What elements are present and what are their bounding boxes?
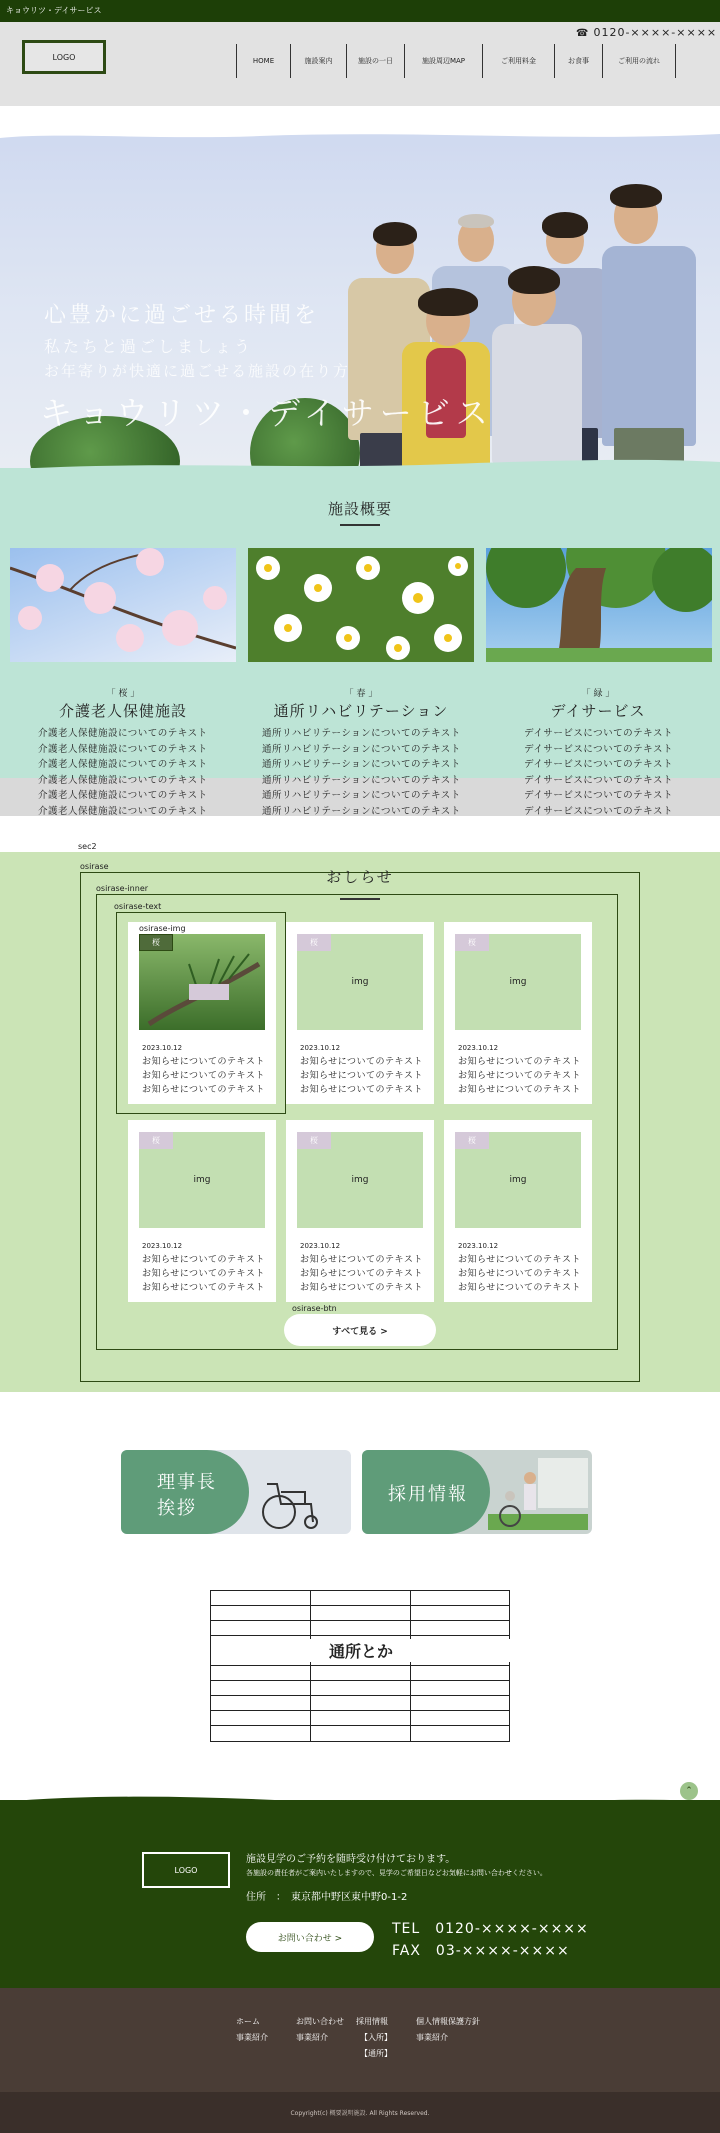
nav-price[interactable]: ご利用料金 <box>482 44 554 78</box>
nav-facility-day[interactable]: 施設の一日 <box>346 44 404 78</box>
hero-image <box>0 128 720 468</box>
hero-top-wave <box>0 128 720 142</box>
phone-icon: ☎ <box>576 28 590 39</box>
osirase-inner-label: osirase-inner <box>96 884 149 893</box>
table-label: 通所とか <box>211 1639 511 1662</box>
facility-top-wave <box>0 456 720 472</box>
news-card-3[interactable] <box>444 922 592 1104</box>
news-card-5[interactable] <box>286 1120 434 1302</box>
news-card-1[interactable] <box>128 922 276 1104</box>
facility-desc-1: 介護老人保健施設についてのテキスト 介護老人保健施設についてのテキスト 介護老人保健施設についてのテキスト 介護老人保健施設についてのテキスト 介護老人保健施設についてのテキスト 介護老人保健施設についてのテキスト <box>38 728 208 817</box>
facility-desc-2: 通所リハビリテーションについてのテキスト 通所リハビリテーションについてのテキスト 通所リハビリテーションについてのテキスト 通所リハビリテーションについてのテキスト 通所リハビリテーションについてのテキスト 通所リハビリテーションについてのテキスト <box>262 728 461 817</box>
news-card-tag: 桜 <box>455 1132 489 1149</box>
news-card-date: 2023.10.12 <box>142 1242 183 1250</box>
news-card-image: img <box>455 934 581 1030</box>
news-card-tag: 桜 <box>139 1132 173 1149</box>
footer-link-business-2[interactable]: 事業紹介 <box>296 2033 328 2042</box>
footer-address: 住所 ： 東京都中野区東中野0-1-2 <box>246 1892 408 1903</box>
wheelchair-icon <box>257 1474 327 1530</box>
news-card-date: 2023.10.12 <box>300 1242 341 1250</box>
facility-section <box>0 468 720 816</box>
osirase-text-label: osirase-text <box>114 902 162 911</box>
contact-button[interactable]: お問い合わせ > <box>246 1922 374 1952</box>
schedule-table <box>210 1590 510 1742</box>
footer-copyright-bar <box>0 2092 720 2133</box>
sakura-branch <box>10 548 236 662</box>
footer-link-recruit[interactable]: 採用情報 <box>356 2017 388 2026</box>
footer-link-recruit-day[interactable]: 【通所】 <box>360 2049 392 2058</box>
facility-name-3: デイサービス <box>550 702 646 720</box>
facility-title: 施設概要 <box>327 500 392 518</box>
facility-image-daisy <box>248 548 474 662</box>
footer-contact <box>0 1800 720 1988</box>
hero-catch-1: 心豊かに過ごせる時間を <box>44 303 320 328</box>
site-title: キョウリツ・デイサービス <box>6 6 102 15</box>
footer-tel[interactable]: TEL 0120-××××-×××× <box>392 1921 589 1937</box>
greeting-banner-line2: 挨拶 <box>157 1498 197 1519</box>
facility-title-underline <box>340 524 380 526</box>
news-card-4[interactable] <box>128 1120 276 1302</box>
greeting-banner[interactable] <box>121 1450 351 1534</box>
news-card-date: 2023.10.12 <box>300 1044 341 1052</box>
footer-fax: FAX 03-××××-×××× <box>392 1943 570 1959</box>
header-tel[interactable] <box>576 26 717 39</box>
facility-name-2: 通所リハビリテーション <box>273 702 449 720</box>
header-logo[interactable]: LOGO <box>22 40 106 74</box>
facility-sub-2: 「 春 」 <box>344 689 378 699</box>
news-card-image: img <box>455 1132 581 1228</box>
news-card-text: お知らせについてのテキスト お知らせについてのテキスト お知らせについてのテキスト <box>300 1057 423 1095</box>
news-card-text: お知らせについてのテキスト お知らせについてのテキスト お知らせについてのテキスト <box>142 1057 265 1095</box>
news-section <box>0 852 720 1392</box>
nav-flow[interactable]: ご利用の流れ <box>602 44 676 78</box>
view-all-news-button[interactable]: すべて見る > <box>284 1314 436 1346</box>
facility-sub-1: 「 桜 」 <box>106 689 140 699</box>
recruit-banner[interactable] <box>362 1450 592 1534</box>
footer-info-heading: 施設見学のご予約を随時受け付けております。 <box>246 1854 456 1865</box>
footer-link-privacy[interactable]: 個人情報保護方針 <box>416 2017 480 2026</box>
footer-logo[interactable]: LOGO <box>142 1852 230 1888</box>
footer-link-recruit-resident[interactable]: 【入所】 <box>360 2033 392 2042</box>
back-to-top-icon[interactable]: ⌃ <box>680 1782 698 1800</box>
nav-map[interactable]: 施設周辺MAP <box>404 44 482 78</box>
nav-home[interactable]: HOME <box>236 44 290 78</box>
facility-image-sakura <box>10 548 236 662</box>
news-card-image: img <box>297 1132 423 1228</box>
caregiver-photo <box>488 1458 588 1530</box>
facility-name-1: 介護老人保健施設 <box>58 702 187 720</box>
footer-info-text: 各施設の責任者がご案内いたしますので、見学のご希望日などお気軽にお問い合わせください。 <box>246 1869 547 1877</box>
news-card-tag: 桜 <box>297 934 331 951</box>
osirase-label: osirase <box>80 862 109 871</box>
header <box>0 22 720 106</box>
nav-facility-guide[interactable]: 施設案内 <box>290 44 346 78</box>
facility-sub-3: 「 緑 」 <box>581 689 615 699</box>
header-tel-number: 0120-××××-×××× <box>593 26 718 39</box>
copyright: Copyright(c) 概要説明施設. All Rights Reserved. <box>290 2110 430 2117</box>
news-card-tag: 桜 <box>297 1132 331 1149</box>
global-nav <box>236 44 676 78</box>
news-card-date: 2023.10.12 <box>458 1044 499 1052</box>
news-title-underline <box>340 898 380 900</box>
news-card-text: お知らせについてのテキスト お知らせについてのテキスト お知らせについてのテキスト <box>458 1057 581 1095</box>
footer-menu <box>0 1988 720 2092</box>
recruit-banner-text: 採用情報 <box>388 1484 468 1505</box>
footer-link-home[interactable]: ホーム <box>236 2017 260 2026</box>
daisy-field <box>248 548 474 662</box>
facility-image-tree <box>486 548 712 662</box>
news-card-text: お知らせについてのテキスト お知らせについてのテキスト お知らせについてのテキスト <box>300 1255 423 1293</box>
footer-link-business[interactable]: 事業紹介 <box>236 2033 268 2042</box>
footer-link-business-3[interactable]: 事業紹介 <box>416 2033 448 2042</box>
news-title: おしらせ <box>326 868 394 886</box>
news-card-text: お知らせについてのテキスト お知らせについてのテキスト お知らせについてのテキスト <box>142 1255 265 1293</box>
news-card-image: img <box>139 1132 265 1228</box>
osirase-btn-label: osirase-btn <box>292 1304 337 1313</box>
footer-top-wave <box>0 1792 720 1812</box>
news-card-image: img <box>297 934 423 1030</box>
big-tree <box>486 548 712 662</box>
site-title-bar <box>0 0 720 22</box>
news-card-2[interactable] <box>286 922 434 1104</box>
footer-link-contact[interactable]: お問い合わせ <box>296 2017 344 2026</box>
nav-meal[interactable]: お食事 <box>554 44 602 78</box>
news-card-6[interactable] <box>444 1120 592 1302</box>
sec2-label: sec2 <box>78 842 97 851</box>
hero-catch-3: お年寄りが快適に過ごせる施設の在り方 <box>44 362 351 380</box>
hero-catch-2: 私たちと過ごしましょう <box>44 337 254 356</box>
news-card-tag: 桜 <box>455 934 489 951</box>
hero-title: キョウリツ・デイサービス <box>40 394 494 432</box>
news-card-date: 2023.10.12 <box>142 1044 183 1052</box>
news-card-text: お知らせについてのテキスト お知らせについてのテキスト お知らせについてのテキスト <box>458 1255 581 1293</box>
greeting-banner-line1: 理事長 <box>157 1472 217 1493</box>
osirase-img-label: osirase-img <box>139 924 186 933</box>
news-card-date: 2023.10.12 <box>458 1242 499 1250</box>
news-card-tag: 桜 <box>139 934 173 951</box>
facility-desc-3: デイサービスについてのテキスト デイサービスについてのテキスト デイサービスについてのテキスト デイサービスについてのテキスト デイサービスについてのテキスト デイサービスについてのテキスト <box>524 728 673 817</box>
